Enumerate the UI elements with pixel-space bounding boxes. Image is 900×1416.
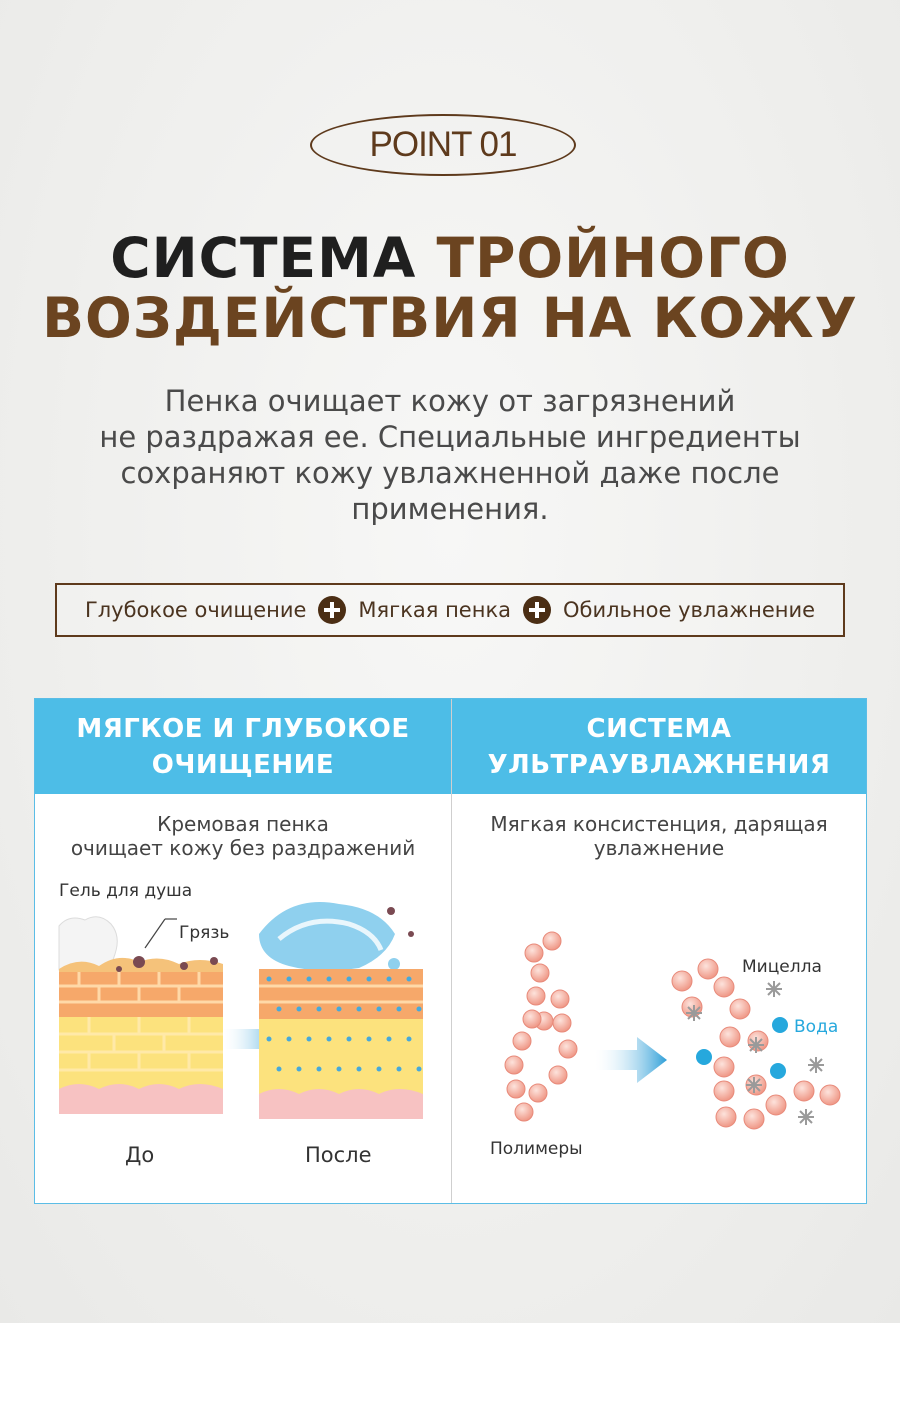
moisturizing-column xyxy=(452,699,866,1203)
cleansing-subtitle xyxy=(35,812,451,860)
moisturizing-subtitle-line: увлажнение xyxy=(593,836,725,860)
label-polymers: Полимеры xyxy=(490,1139,583,1159)
caption-before: До xyxy=(125,1143,155,1167)
arrow-right-icon xyxy=(595,1037,669,1083)
description-line: Пенка очищает кожу от загрязнений xyxy=(164,384,736,418)
cleansing-subtitle-line: Кремовая пенка xyxy=(157,812,329,836)
features-bar xyxy=(55,583,845,637)
feature-deep-cleansing: Глубокое очищение xyxy=(84,598,307,622)
feature-moisturizing: Обильное увлажнение xyxy=(563,598,816,622)
comparison-card xyxy=(34,698,867,1204)
feature-soft-foam: Мягкая пенка xyxy=(358,598,511,622)
dirt-particle-icon xyxy=(387,907,395,915)
cleansing-title-line: ОЧИЩЕНИЕ xyxy=(151,749,335,780)
water-drop-icon xyxy=(696,1017,788,1079)
cleansing-header xyxy=(35,699,451,794)
caption-after: После xyxy=(305,1143,372,1167)
headline-word-dark: СИСТЕМА xyxy=(110,226,417,290)
headline-line-1 xyxy=(0,226,900,290)
skin-dermis-layer xyxy=(59,1084,223,1114)
cleansing-subtitle-line: очищает кожу без раздражений xyxy=(70,836,416,860)
skin-after-illustration xyxy=(259,894,423,1119)
cleansing-title-line: МЯГКОЕ И ГЛУБОКОЕ xyxy=(76,713,410,744)
plus-icon xyxy=(318,596,346,624)
description-line: сохраняют кожу увлажненной даже после xyxy=(120,456,780,490)
point-badge xyxy=(310,114,576,176)
dirt-particle-icon xyxy=(408,931,414,937)
headline-word-brown: ТРОЙНОГО xyxy=(436,226,790,290)
point-badge-label: POINT 01 xyxy=(369,125,517,164)
description-line: применения. xyxy=(351,492,549,526)
description xyxy=(60,383,840,527)
moisturizing-subtitle xyxy=(452,812,866,860)
moisturizing-header xyxy=(452,699,866,794)
label-micelle: Мицелла xyxy=(742,957,822,977)
label-dirt: Грязь xyxy=(179,923,230,943)
micelle-illustration xyxy=(662,949,862,1139)
cleansing-column xyxy=(35,699,452,1203)
polymer-spheres xyxy=(505,932,577,1121)
polymers-illustration xyxy=(482,927,582,1127)
label-water: Вода xyxy=(794,1017,839,1037)
moisturizing-title-line: УЛЬТРАУВЛАЖНЕНИЯ xyxy=(487,749,831,780)
moisturizing-subtitle-line: Мягкая консистенция, дарящая xyxy=(490,812,828,836)
label-shower-gel: Гель для душа xyxy=(59,881,193,901)
description-line: не раздражая ее. Специальные ингредиенты xyxy=(99,420,801,454)
headline-line-2: ВОЗДЕЙСТВИЯ НА КОЖУ xyxy=(42,286,858,350)
plus-icon xyxy=(523,596,551,624)
moisturizing-title-line: СИСТЕМА xyxy=(586,713,732,744)
